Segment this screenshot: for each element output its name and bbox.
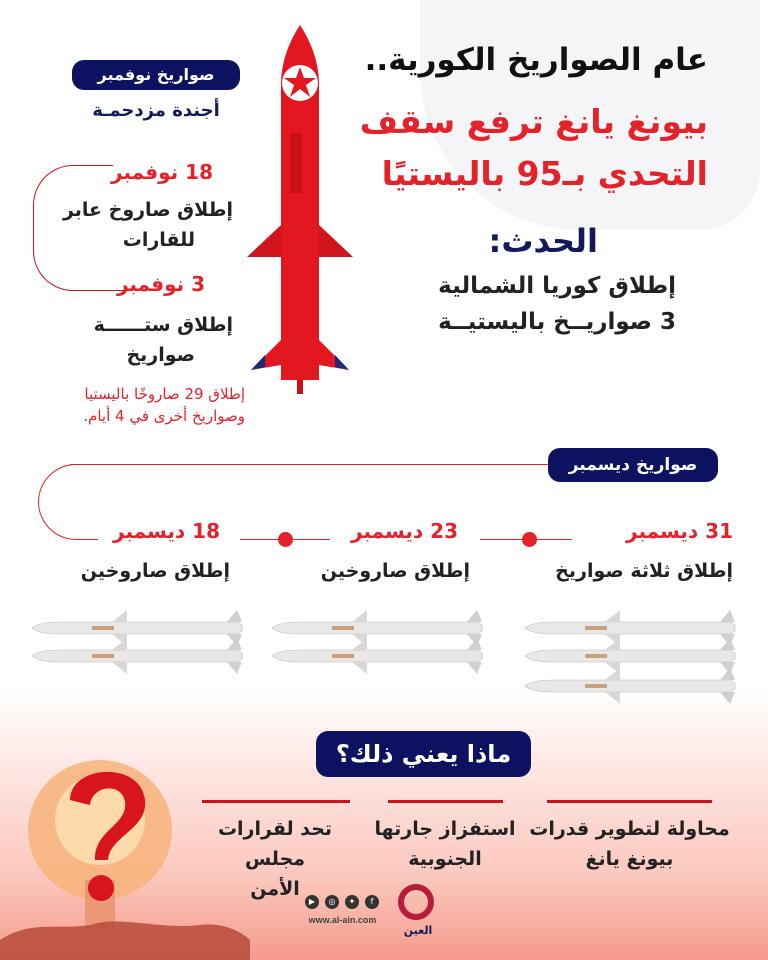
november-desc-3-line1: إطلاق ستــــــة xyxy=(93,314,233,336)
november-subtitle: أجندة مزدحمـة xyxy=(92,100,220,121)
meaning-item-3-line1: تحد لقرارات مجلس xyxy=(217,818,333,870)
event-line-1: إطلاق كوريا الشمالية xyxy=(438,273,676,299)
red-rocket-illustration xyxy=(245,25,355,395)
november-missiles-badge: صواريخ نوفمبر xyxy=(72,60,240,90)
headline-main: عام الصواريخ الكورية.. xyxy=(364,42,708,78)
meaning-item-1-line1: محاولة لتطوير قدرات xyxy=(529,818,730,840)
december-date-18: 18 ديسمبر xyxy=(113,519,220,543)
december-timeline-dot xyxy=(522,532,537,547)
facebook-icon[interactable]: f xyxy=(365,895,379,909)
meaning-item-3-line2: الأمن xyxy=(250,878,300,900)
november-note xyxy=(30,383,245,427)
missile-group-illustration xyxy=(0,600,768,710)
event-label: الحدث: xyxy=(488,222,598,260)
twitter-icon[interactable]: ✦ xyxy=(345,895,359,909)
november-date-18: 18 نوفمبر xyxy=(111,160,213,184)
november-desc-3-line2: صواريخ xyxy=(126,344,195,366)
november-desc-18-line1: إطلاق صاروخ عابر xyxy=(62,199,233,221)
meaning-divider xyxy=(388,800,503,803)
website-link[interactable]: www.al-ain.com xyxy=(308,915,377,925)
meaning-item-2-line2: الجنوبية xyxy=(408,848,482,870)
meaning-divider xyxy=(547,800,712,803)
missile-set-31-dec xyxy=(525,610,735,704)
al-ain-logo-text: العين xyxy=(403,924,433,937)
meaning-item-1 xyxy=(527,814,732,874)
december-desc-18: إطلاق صاروخين xyxy=(80,560,230,582)
meaning-item-2-line1: استفزاز جارتها xyxy=(374,818,516,840)
december-timeline-top-line xyxy=(70,464,550,465)
meaning-item-1-line2: بيونغ يانغ xyxy=(585,848,674,870)
youtube-icon[interactable]: ▶ xyxy=(305,895,319,909)
november-desc-18 xyxy=(33,195,233,255)
event-description xyxy=(346,268,676,340)
headline-sub-line1: بيونغ يانغ ترفع سقف xyxy=(359,102,708,141)
november-note-line1: إطلاق 29 صاروخًا باليستيا xyxy=(84,385,245,403)
december-date-31: 31 ديسمبر xyxy=(626,519,733,543)
december-desc-23: إطلاق صاروخين xyxy=(320,560,470,582)
december-missiles-badge: صواريخ ديسمبر xyxy=(548,448,718,482)
december-timeline-curve xyxy=(38,464,98,540)
december-timeline-segment xyxy=(76,539,98,540)
instagram-icon[interactable]: ◎ xyxy=(325,895,339,909)
november-date-3: 3 نوفمبر xyxy=(116,272,205,296)
meaning-item-2 xyxy=(365,814,525,874)
december-date-23: 23 ديسمبر xyxy=(351,519,458,543)
missile-set-18-dec xyxy=(32,610,242,674)
event-line-2: 3 صواريــخ باليستيــة xyxy=(438,309,676,335)
headline-sub-line2: التحدي بـ95 باليستيًا xyxy=(381,154,708,193)
november-desc-18-line2: للقارات xyxy=(122,229,195,251)
missile-set-23-dec xyxy=(272,610,482,674)
meaning-divider xyxy=(202,800,350,803)
what-does-it-mean-badge: ماذا يعني ذلك؟ xyxy=(316,731,531,777)
december-desc-31: إطلاق ثلاثة صواريخ xyxy=(555,560,733,582)
december-timeline-dot xyxy=(278,532,293,547)
headline-sub xyxy=(328,96,708,200)
meaning-item-3 xyxy=(185,814,365,904)
november-desc-3 xyxy=(83,310,233,370)
al-ain-logo-icon xyxy=(398,884,434,920)
november-note-line2: وصواريخ أخرى في 4 أيام. xyxy=(83,407,245,425)
